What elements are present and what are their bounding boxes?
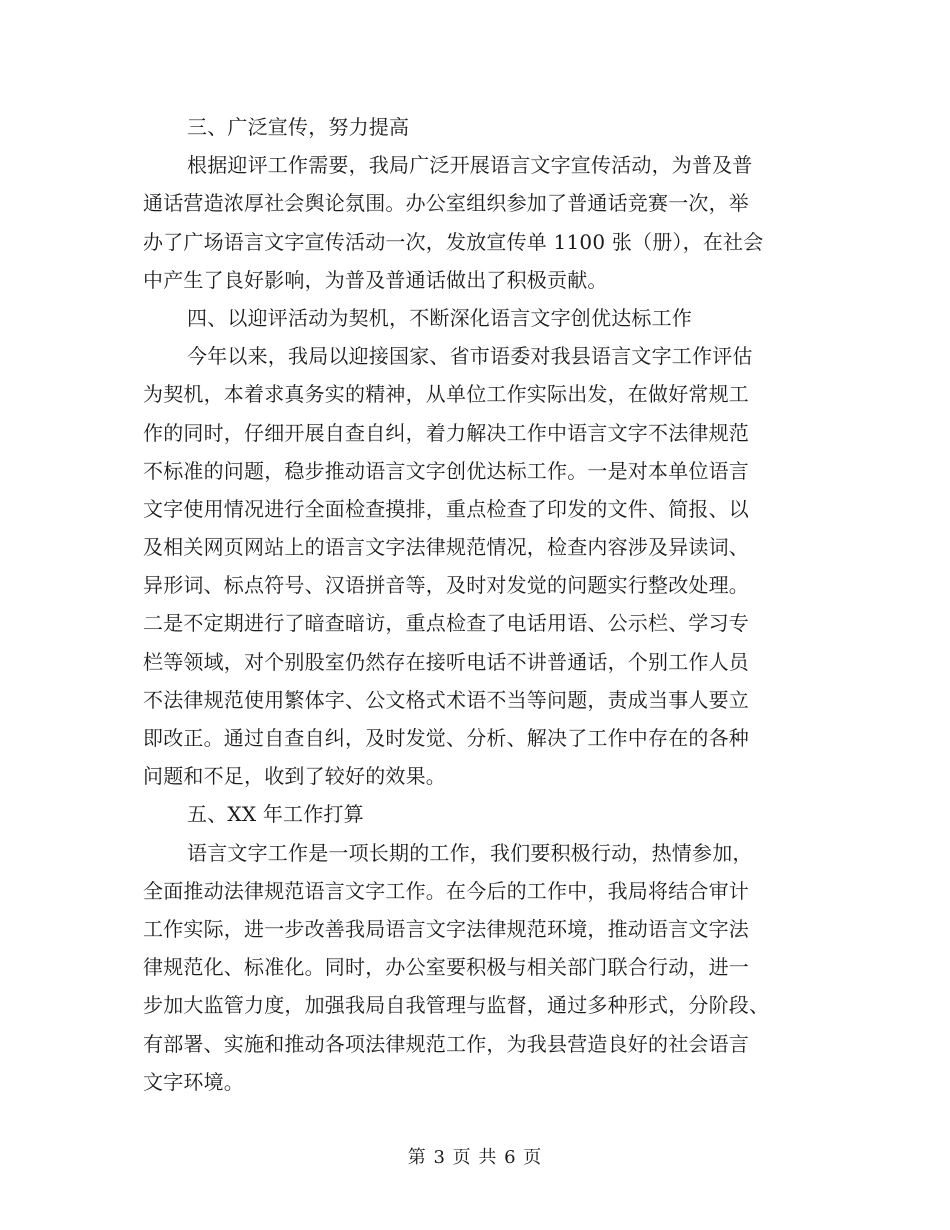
paragraph-line: 中产生了良好影响，为普及普通话做出了积极贡献。	[143, 267, 608, 292]
paragraph-line: 全面推动法律规范语言文字工作。在今后的工作中，我局将结合审计	[143, 878, 749, 903]
paragraph-line: 及相关网页网站上的语言文字法律规范情况，检查内容涉及异读词、	[143, 535, 749, 560]
paragraph-line: 律规范化、标准化。同时，办公室要积极与相关部门联合行动，进一	[143, 955, 749, 980]
heading-section-3: 三、广泛宣传，努力提高	[187, 115, 410, 139]
document-body	[143, 108, 809, 1101]
heading-section-4: 四、以迎评活动为契机，不断深化语言文字创优达标工作	[187, 305, 692, 330]
paragraph-line: 今年以来，我局以迎接国家、省市语委对我县语言文字工作评估	[187, 344, 753, 369]
paragraph-line: 工作实际，进一步改善我局语言文字法律规范环境，推动语言文字法	[143, 916, 749, 941]
paragraph-line: 不标准的问题，稳步推动语言文字创优达标工作。一是对本单位语言	[143, 458, 749, 483]
paragraph-line: 作的同时，仔细开展自查自纠，着力解决工作中语言文字不法律规范	[143, 420, 749, 445]
heading-section-5: 五、XX 年工作打算	[187, 802, 364, 827]
paragraph-line: 有部署、实施和推动各项法律规范工作，为我县营造良好的社会语言	[143, 1031, 749, 1056]
paragraph-line: 文字环境。	[143, 1069, 244, 1094]
paragraph-line: 异形词、标点符号、汉语拼音等，及时对发觉的问题实行整改处理。	[143, 573, 749, 598]
paragraph-line: 二是不定期进行了暗查暗访，重点检查了电话用语、公示栏、学习专	[143, 611, 749, 636]
paragraph-line: 步加大监管力度，加强我局自我管理与监督，通过多种形式，分阶段、	[143, 993, 770, 1018]
paragraph-line: 语言文字工作是一项长期的工作，我们要积极行动，热情参加，	[187, 840, 753, 865]
paragraph-line: 文字使用情况进行全面检查摸排，重点检查了印发的文件、简报、以	[143, 496, 749, 521]
paragraph-line: 根据迎评工作需要，我局广泛开展语言文字宣传活动，为普及普	[187, 153, 753, 178]
paragraph-line: 栏等领域，对个别股室仍然存在接听电话不讲普通话，个别工作人员	[143, 649, 749, 674]
paragraph-line: 不法律规范使用繁体字、公文格式术语不当等问题，责成当事人要立	[143, 687, 749, 712]
page-number-footer: 第 3 页 共 6 页	[407, 1147, 543, 1168]
paragraph-line: 问题和不足，收到了较好的效果。	[143, 764, 446, 789]
paragraph-line: 办了广场语言文字宣传活动一次，发放宣传单 1100 张（册），在社会	[143, 229, 764, 254]
paragraph-line: 通话营造浓厚社会舆论氛围。办公室组织参加了普通话竞赛一次，举	[143, 191, 749, 216]
paragraph-line: 即改正。通过自查自纠，及时发觉、分析、解决了工作中存在的各种	[143, 726, 749, 750]
paragraph-line: 为契机，本着求真务实的精神，从单位工作实际出发，在做好常规工	[143, 382, 749, 407]
